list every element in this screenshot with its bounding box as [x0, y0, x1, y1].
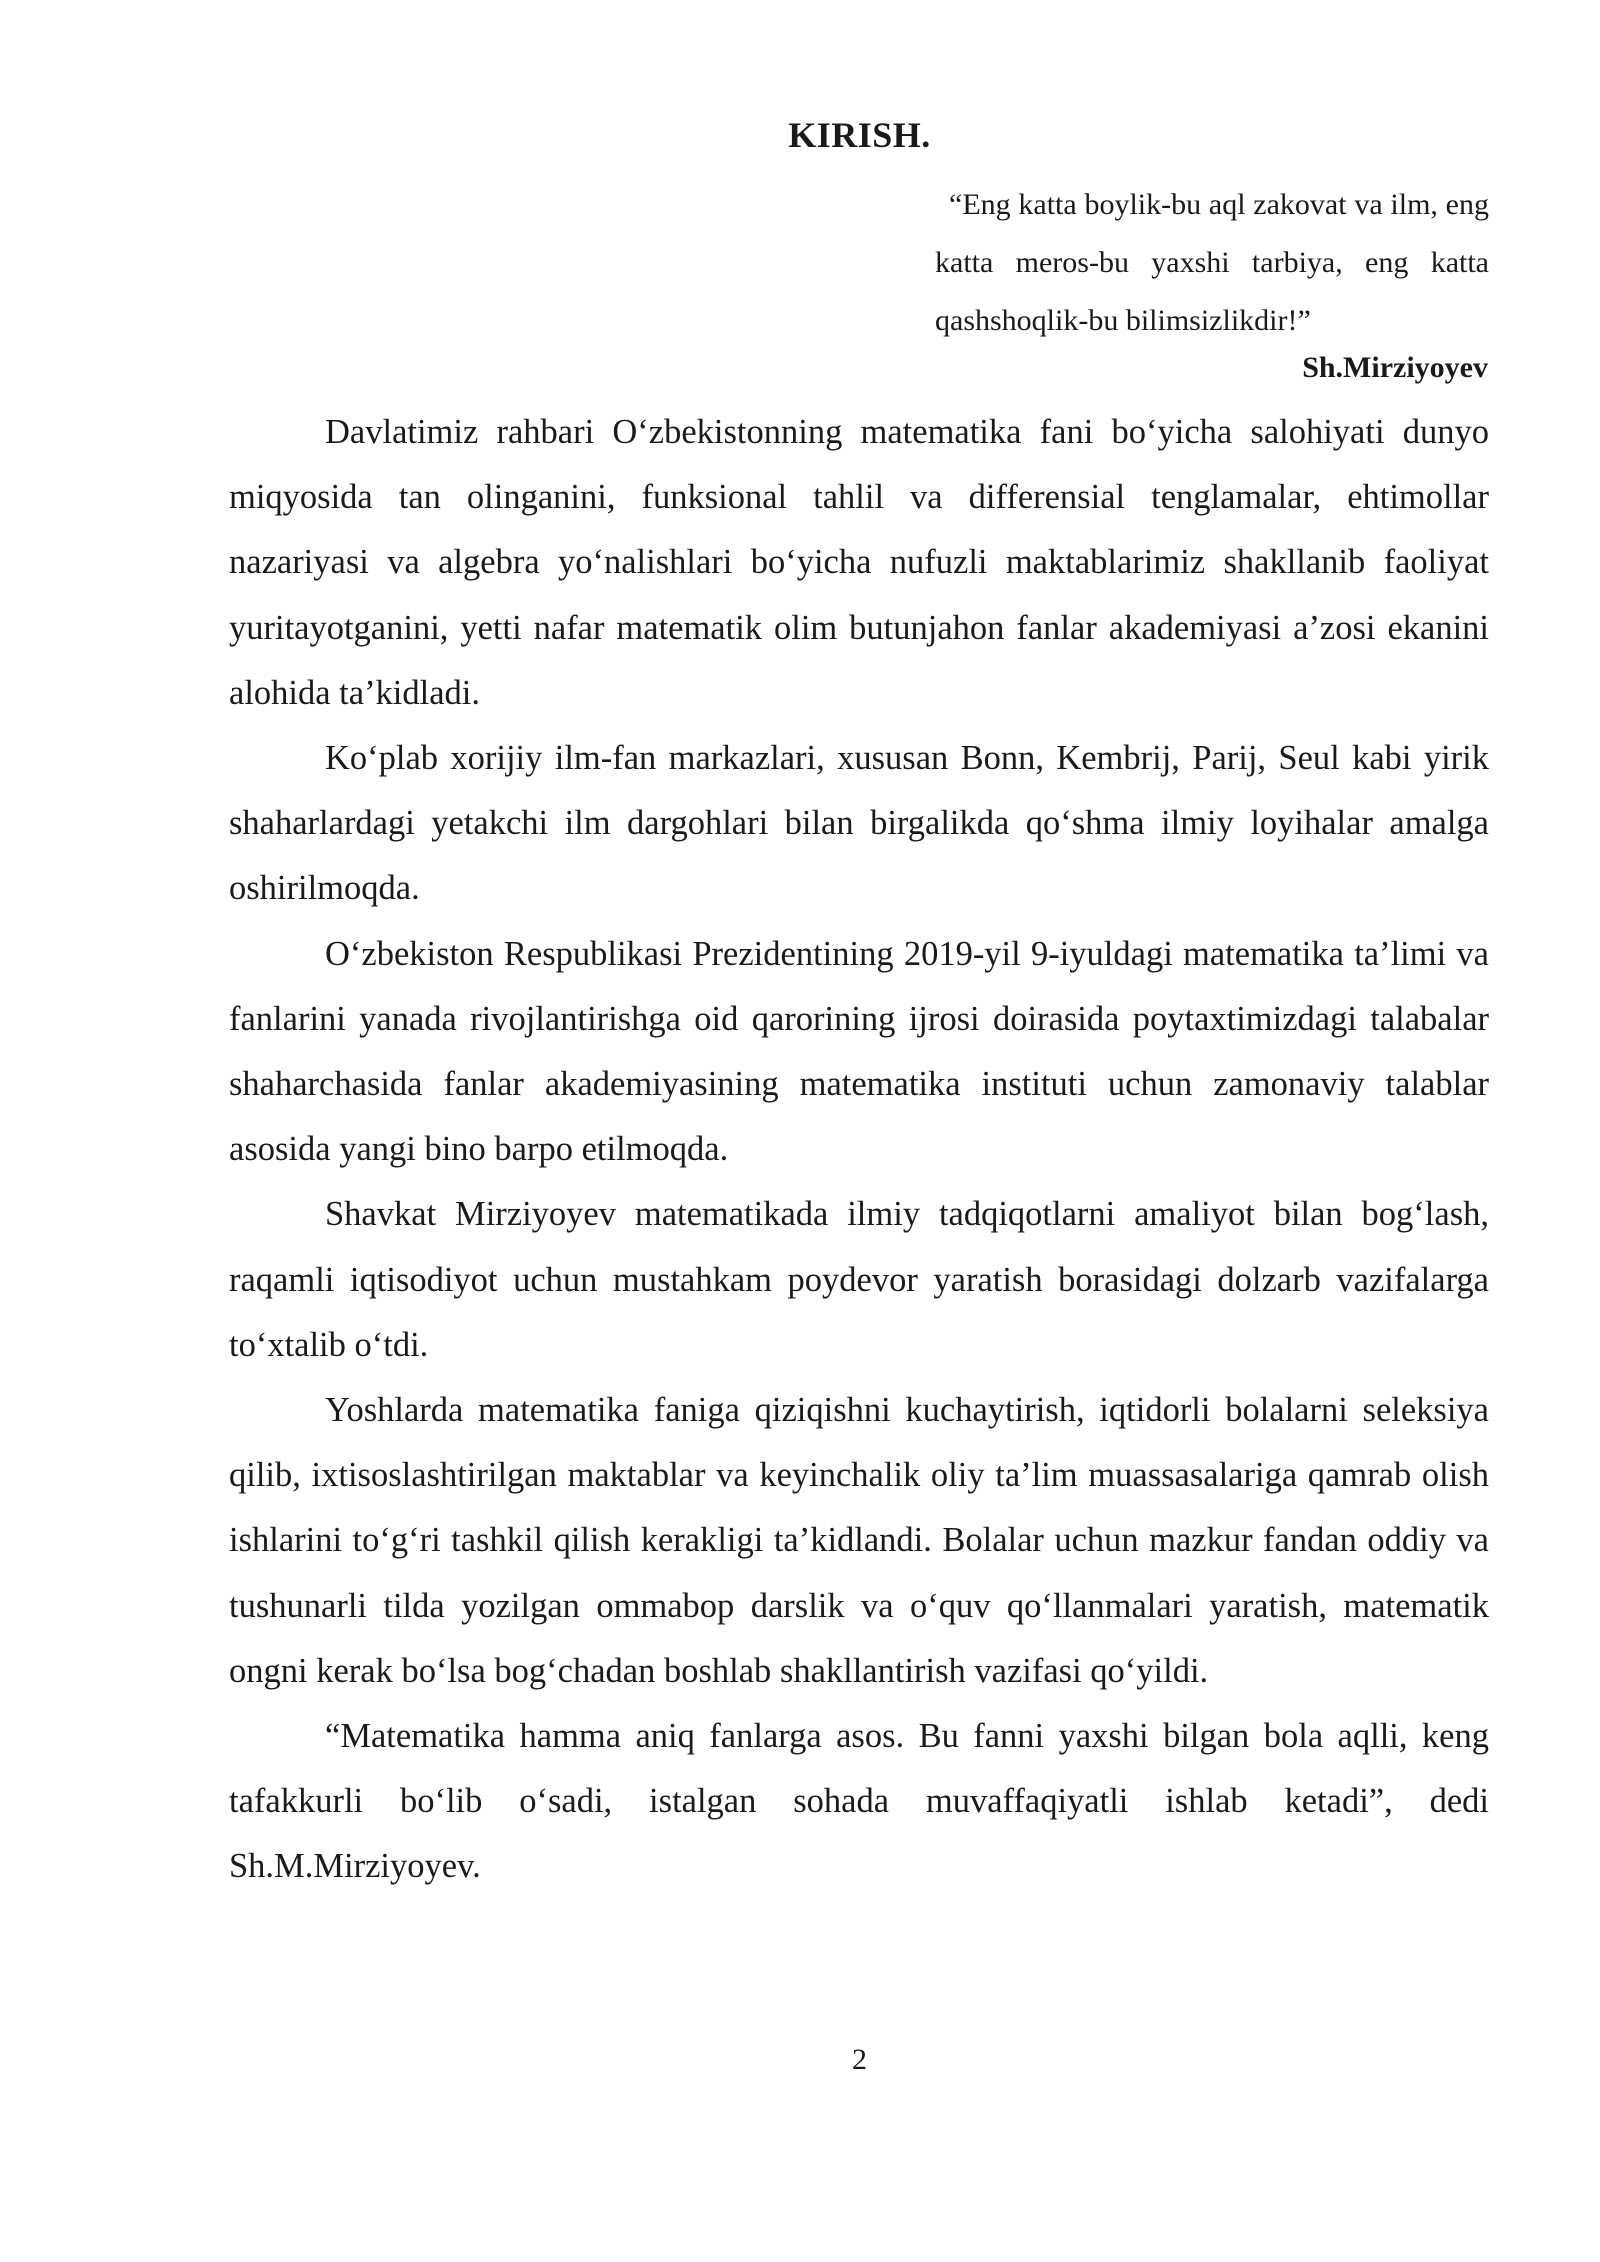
paragraph: Shavkat Mirziyoyev matematikada ilmiy tadqiqotlarni amaliyot bilan bog‘lash, raqamli iqtisodiyot uchun mustahkam poydevor yaratish borasidagi dolzarb vazifalarga to‘xtalib o‘tdi.: [229, 1195, 1489, 1364]
epigraph-quote: “Eng katta boylik-bu aql zakovat va ilm, eng katta meros-bu yaxshi tarbiya, eng katta qashshoqlik-bu bilimsizlikdir!”: [935, 188, 1489, 337]
page-title: KIRISH.: [788, 115, 931, 155]
paragraph: Davlatimiz rahbari O‘zbekistonning matematika fani bo‘yicha salohiyati dunyo miqyosida tan olinganini, funksional tahlil va differensial tenglamalar, ehtimollar nazariyasi va algebra yo‘nalishlari bo‘yicha nufuzli maktablarimiz shakllanib faoliyat yuritayotganini, yetti nafar matematik olim butunjahon fanlar akademiyasi a’zosi ekanini alohida ta’kidladi.: [229, 413, 1489, 712]
paragraph: O‘zbekiston Respublikasi Prezidentining 2019-yil 9-iyuldagi matematika ta’limi va fanlarini yanada rivojlantirishga oid qarorining ijrosi doirasida poytaxtimizdagi talabalar shaharchasida fanlar akademiyasining matematika instituti uchun zamonaviy talablar asosida yangi bino barpo etilmoqda.: [229, 934, 1489, 1169]
body-text: [229, 400, 1489, 1900]
paragraph: Ko‘plab xorijiy ilm-fan markazlari, xususan Bonn, Kembrij, Parij, Seul kabi yirik shaharlardagi yetakchi ilm dargohlari bilan birgalikda qo‘shma ilmiy loyihalar amalga oshirilmoqda.: [229, 739, 1489, 908]
paragraph: Yoshlarda matematika faniga qiziqishni kuchaytirish, iqtidorli bolalarni seleksiya qilib, ixtisoslashtirilgan maktablar va keyinchalik oliy ta’lim muassasalariga qamrab olish ishlarini to‘g‘ri tashkil qilish kerakligi ta’kidlandi. Bolalar uchun mazkur fandan oddiy va tushunarli tilda yozilgan ommabop darslik va o‘quv qo‘llanmalari yaratish, matematik ongni kerak bo‘lsa bog‘chadan boshlab shakllantirish vazifasi qo‘yildi.: [229, 1391, 1489, 1690]
paragraph: “Matematika hamma aniq fanlarga asos. Bu fanni yaxshi bilgan bola aqlli, keng tafakkurli bo‘lib o‘sadi, istalgan sohada muvaffaqiyatli ishlab ketadi”, dedi Sh.M.Mirziyoyev.: [229, 1717, 1489, 1886]
page-number: 2: [852, 2043, 867, 2076]
epigraph-author: Sh.Mirziyoyev: [1302, 351, 1488, 384]
